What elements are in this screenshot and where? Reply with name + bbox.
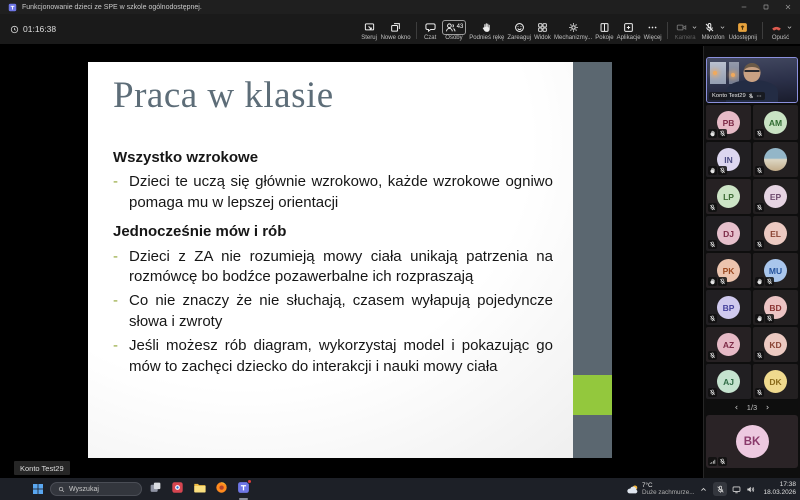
more-icon (647, 22, 658, 33)
webcam-person-glasses (745, 70, 760, 74)
folder-icon (193, 481, 206, 494)
react-icon (514, 22, 525, 33)
participants-sidebar (703, 46, 800, 478)
toolbar-button-label: Więcej (643, 35, 662, 41)
participant-tile-az[interactable] (706, 327, 751, 362)
webcam-lamp-glow (731, 73, 735, 77)
taskbar-app-task-view[interactable] (148, 480, 163, 498)
new-window-icon (390, 22, 401, 33)
participant-tile-pb[interactable] (706, 105, 751, 140)
taskbar-clock[interactable] (763, 481, 796, 497)
mic-muted-badge (765, 314, 774, 323)
meeting-toolbar (0, 14, 800, 45)
clock-icon (10, 25, 19, 34)
slide-title: Praca w klasie (113, 75, 334, 116)
slide-bullet: - Dzieci z ZA nie rozumieją mowy ciała unikają patrzenia na rozmówcę bo bodźce pozawerbalne ich rozpraszają (113, 247, 553, 288)
participant-tile-dj[interactable] (706, 216, 751, 251)
view-icon (537, 22, 548, 33)
taskbar-app-row (148, 480, 251, 498)
bullet-dash: - (113, 337, 118, 355)
minimize-icon[interactable] (740, 3, 748, 11)
participant-tile-bd[interactable] (753, 290, 798, 325)
participant-avatar: PK (717, 259, 740, 282)
participant-tile-aj[interactable] (706, 364, 751, 399)
toolbar-separator (762, 22, 763, 39)
mic-muted-badge (708, 203, 717, 212)
participant-grid (706, 105, 798, 399)
teams-logo-icon (8, 3, 17, 12)
participant-tile-mu[interactable] (753, 253, 798, 288)
participant-avatar: DJ (717, 222, 740, 245)
toolbar-button-label: Steruj (361, 35, 377, 41)
mic-muted-badge (718, 277, 727, 286)
mic-muted-badge (708, 351, 717, 360)
chat-icon (425, 22, 436, 33)
bullet-dash: - (113, 292, 118, 310)
raised-hand-badge (708, 277, 717, 286)
tray-display-share-icon[interactable] (732, 485, 741, 494)
mic-muted-badge (755, 388, 764, 397)
toolbar-button-label: Mikrofon (701, 35, 725, 41)
mic-muted-badge (755, 129, 764, 138)
mic-muted-badge (718, 166, 727, 175)
mic-muted-badge (755, 351, 764, 360)
participant-photo-avatar (764, 148, 787, 171)
chevron-down-icon (719, 24, 726, 31)
mic-muted-badge (755, 240, 764, 249)
self-video-tile[interactable] (706, 57, 798, 103)
tray-mic-muted-icon[interactable] (713, 482, 727, 496)
participant-tile-ep[interactable] (753, 179, 798, 214)
self-tile-label (709, 92, 765, 100)
toolbar-button-udostepnij[interactable] (728, 20, 758, 41)
participant-avatar: MU (764, 259, 787, 282)
toolbar-button-label: Mechanizmy... (554, 35, 593, 41)
toolbar-button-label: Nowe okno (380, 35, 411, 41)
start-button-icon[interactable] (32, 483, 44, 495)
mic-muted-badge (718, 457, 727, 466)
meeting-timer (10, 24, 56, 34)
mechanisms-icon (568, 22, 579, 33)
participant-avatar: PB (717, 111, 740, 134)
participant-tile-kd[interactable] (753, 327, 798, 362)
mic-muted-icon (748, 93, 754, 99)
participant-tile-am[interactable] (753, 105, 798, 140)
participant-avatar: EL (764, 222, 787, 245)
toolbar-button-label: Udostępnij (728, 35, 757, 41)
participant-avatar: IN (717, 148, 740, 171)
clock-date: 18.03.2026 (763, 489, 796, 496)
taskbar-app-file-explorer[interactable] (192, 480, 207, 498)
weather-widget[interactable] (626, 482, 695, 496)
toolbar-button-steruj[interactable] (360, 20, 379, 41)
share-icon (737, 22, 748, 33)
self-name: Konto Test29 (712, 93, 746, 99)
toolbar-button-label: Widok (534, 35, 551, 41)
toolbar-button-podnies-reke[interactable] (468, 20, 505, 41)
mic-muted-badge (755, 203, 764, 212)
toolbar-button-czat[interactable] (421, 20, 440, 41)
clock-time: 17:38 (779, 481, 796, 489)
toolbar-button-label: Pokoje (595, 35, 614, 41)
apps-icon (623, 22, 634, 33)
camera-off-icon (676, 22, 687, 33)
participant-avatar: BK (736, 425, 769, 458)
participant-avatar: BD (764, 296, 787, 319)
toolbar-separator (416, 22, 417, 39)
mic-muted-badge (765, 277, 774, 286)
bullet-dash: - (113, 247, 118, 265)
participant-avatar: EP (764, 185, 787, 208)
participant-avatar: LP (717, 185, 740, 208)
toolbar-button-label: Czat (423, 35, 437, 41)
taskbar-app-teams[interactable] (236, 480, 251, 498)
mic-off-icon (704, 22, 715, 33)
firefox-icon (215, 481, 228, 494)
shared-screen-stage (0, 46, 703, 478)
participant-tile-in[interactable] (706, 142, 751, 177)
slide-body (113, 148, 553, 381)
toolbar-button-mechanizmy[interactable] (553, 20, 593, 41)
participant-tile-bk[interactable] (706, 415, 798, 468)
maximize-icon[interactable] (762, 3, 770, 11)
hidden-icons-chevron-icon[interactable] (699, 485, 708, 494)
taskbar-app-firefox[interactable] (214, 480, 229, 498)
close-icon[interactable] (784, 3, 792, 11)
toolbar-separator (667, 22, 668, 39)
toolbar-button-nowe-okno[interactable] (380, 20, 412, 41)
search-placeholder: Wyszukaj (69, 485, 99, 493)
notification-dot (247, 479, 252, 484)
participant-tile-dk[interactable] (753, 364, 798, 399)
participants-pager (706, 403, 798, 412)
raised-hand-badge (755, 277, 764, 286)
toolbar-button-label: Kamera (674, 35, 696, 41)
raise-hand-icon (481, 22, 492, 33)
raised-hand-badge (708, 129, 717, 138)
toolbar-button-mikrofon[interactable] (700, 20, 727, 41)
participant-avatar: AZ (717, 333, 740, 356)
tray-speaker-icon[interactable] (746, 485, 755, 494)
search-icon (58, 486, 65, 493)
slide-bullet: - Dzieci te uczą się głównie wzrokowo, każde wzrokowe ogniwo pomaga mu w lepszej orientacji (113, 172, 553, 213)
participant-avatar: AM (764, 111, 787, 134)
pager-next-icon[interactable] (764, 404, 771, 411)
toolbar-button-wiecej[interactable] (643, 20, 663, 41)
weather-description: Duże zachmurze... (641, 489, 695, 496)
participant-avatar: BP (717, 296, 740, 319)
participant-avatar: KD (764, 333, 787, 356)
chevron-down-icon (691, 24, 698, 31)
slide-bullet: - Co nie znaczy że nie słuchają, czasem wyłapują pojedyncze słowa i zwroty (113, 291, 553, 332)
window-title: Funkcjonowanie dzieci ze SPE w szkole ogólnodostępnej. (22, 3, 202, 11)
raised-hand-badge (708, 166, 717, 175)
participant-tile-bp[interactable] (706, 290, 751, 325)
title-bar (0, 0, 800, 14)
toolbar-button-label: Osoby (445, 35, 463, 41)
slide-accent-strip (573, 62, 612, 458)
mic-muted-badge (718, 129, 727, 138)
leave-icon (771, 22, 782, 33)
webcam-lamp-glow (713, 71, 717, 75)
rooms-icon (599, 22, 610, 33)
redapp-icon (171, 481, 184, 494)
toolbar-button-zareaguj[interactable] (506, 20, 532, 41)
participant-tile-photo[interactable] (753, 142, 798, 177)
mic-muted-badge (708, 314, 717, 323)
bullet-dash: - (113, 173, 118, 191)
pager-previous-icon[interactable] (733, 404, 740, 411)
mic-muted-badge (708, 388, 717, 397)
taskview-icon (149, 481, 162, 494)
windows-taskbar (0, 478, 800, 500)
slide-heading: Wszystko wzrokowe (113, 149, 259, 166)
system-tray (626, 481, 796, 497)
network-signal-badge (708, 457, 717, 466)
toolbar-button-kamera[interactable] (672, 20, 699, 41)
slide-heading: Jednocześnie mów i rób (113, 223, 287, 241)
participant-avatar: AJ (717, 370, 740, 393)
chevron-down-icon (786, 24, 793, 31)
toolbar-button-opusc[interactable] (767, 20, 794, 41)
toolbar-button-osoby[interactable] (441, 20, 468, 41)
people-count-badge: 43 (456, 24, 464, 30)
pager-label: 1/3 (746, 403, 758, 412)
people-icon (445, 22, 456, 33)
raised-hand-badge (755, 314, 764, 323)
toolbar-button-label: Aplikacje (616, 35, 641, 41)
participant-tile-lp[interactable] (706, 179, 751, 214)
search-input[interactable] (50, 482, 142, 496)
slide-bullet: - Jeśli możesz rób diagram, wykorzystaj model i pokazując go mów to zachęci dziecko do interakcji i nauki mowy ciała (113, 336, 553, 377)
toolbar-button-label: Zareaguj (507, 35, 532, 41)
toolbar-button-label: Opuść (771, 35, 790, 41)
toolbar-button-pokoje[interactable] (594, 20, 614, 41)
toolbar-button-label: Podnieś rękę (469, 35, 505, 41)
participant-avatar: DK (764, 370, 787, 393)
participant-tile-pk[interactable] (706, 253, 751, 288)
slide-green-square (573, 375, 612, 415)
more-options-icon[interactable] (756, 93, 762, 99)
mic-muted-badge (755, 166, 764, 175)
presentation-slide (88, 62, 612, 458)
presenter-name-label: Konto Test29 (14, 461, 70, 475)
control-icon (364, 22, 375, 33)
taskbar-app-document-app[interactable] (170, 480, 185, 498)
participant-tile-el[interactable] (753, 216, 798, 251)
toolbar-button-aplikacje[interactable] (616, 20, 642, 41)
mic-muted-badge (708, 240, 717, 249)
weather-temperature: 7°C (641, 481, 653, 489)
meeting-timer-value: 01:16:38 (23, 24, 57, 34)
toolbar-button-widok[interactable] (533, 20, 552, 41)
weather-cloud-icon (626, 483, 639, 496)
